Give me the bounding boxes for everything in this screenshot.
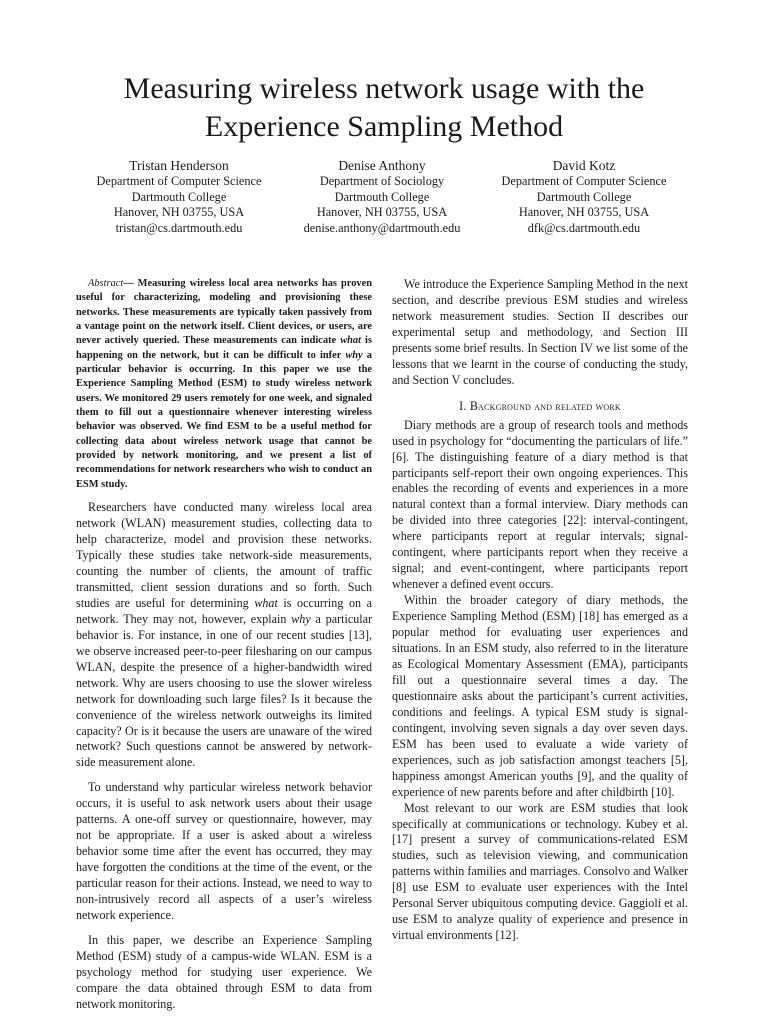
author-institution: Dartmouth College [536, 189, 632, 204]
author-address: Hanover, NH 03755, USA [113, 205, 245, 219]
intro-p1-emphasis-what: what [254, 595, 278, 610]
author-2 [267, 157, 497, 236]
author-address: Hanover, NH 03755, USA [316, 205, 448, 219]
author-email: denise.anthony@dartmouth.edu [303, 220, 461, 235]
author-dept: Department of Computer Science [501, 174, 667, 188]
intro-p1-text-1: Researchers have conducted many wireless local area network (WLAN) measurement studies, collecting data to help characterize, model and provision these networks. Typically these studies take network-side measurements, counting the number of clients, the amount of traffic transmitted, client session durations and so forth. Such studies are useful for determining [76, 500, 372, 610]
background-paragraph-1: Diary methods are a group of research tools and methods used in psychology for “documenting the particulars of life.” [6]. The distinguishing feature of a diary method is that participants self-report their own ongoing experiences. This enables the recording of events and experiences in a more natural context than a formal interview. Diary methods can be divided into three categories [22]: interval-contingent, where participants report at regular intervals; signal-contingent, where participants report when they receive a signal; and event-contingent, where participants report whenever a defined event occurs. [392, 417, 688, 592]
author-name: David Kotz [552, 158, 616, 173]
author-dept: Department of Computer Science [96, 174, 262, 188]
title-line-1: Measuring wireless network usage with the [123, 72, 645, 105]
background-paragraph-3: Most relevant to our work are ESM studies that look specifically at communications or technology. Kubey et al. [17] present a survey of communications-related ESM studies, such as television viewing, and communication patterns within families and marriages. Consolvo and Walker [8] use ESM to evaluate user experiences with the Intel Personal Server ubiquitous computing device. Gaggioli et al. use ESM to analyze quality of experience and presence in virtual environments [12]. [392, 800, 688, 943]
author-institution: Dartmouth College [334, 189, 430, 204]
abstract-text-1: Measuring wireless local area networks has proven useful for characterizing, modeling and provisioning these networks. These measurements are typically taken passively from a vantage point on the network itself. Client devices, or users, are never actively queried. These measurements can indicate [76, 278, 372, 347]
author-3 [469, 157, 699, 236]
section-heading [392, 398, 688, 414]
intro-paragraph-1 [76, 500, 372, 771]
background-paragraph-2: Within the broader category of diary methods, the Experience Sampling Method (ESM) [18] has emerged as a popular method for evaluating user experiences and situations. In an ESM study, also referred to in the literature as Ecological Momentary Assessment (EMA), participants fill out a questionnaire several times a day. The questionnaire asks about the participant’s current activities, conditions and feelings. A typical ESM study is signal-contingent, involving seven signals a day over seven days. ESM has been used to evaluate a wide variety of experiences, such as job satisfaction amongst teachers [5], happiness amongst American youths [9], and the quality of experience of new parents before and after childbirth [10]. [392, 593, 688, 799]
title-line-2: Experience Sampling Method [204, 110, 564, 143]
author-1 [64, 157, 294, 236]
author-institution: Dartmouth College [131, 189, 227, 204]
intro-p1-text-3: a particular behavior is. For instance, in one of our recent studies [13], we observe increased peer-to-peer filesharing on our campus WLAN, despite the presence of a higher-bandwidth wired network. Why are users choosing to use the slower wireless network for downloading such large files? Is it because the convenience of the wireless network outweighs its limited capacity? Or is it because the users are unaware of the wired network? Such questions cannot be answered by network-side measurement alone. [76, 611, 373, 770]
intro-paragraph-2: To understand why particular wireless network behavior occurs, it is useful to ask network users about their usage patterns. A one-off survey or questionnaire, however, may not be appropriate. If a user is asked about a wireless behavior some time after the event has occurred, they may have forgotten the conditions at the time of the event, or the particular reason for their actions. Instead, we need to way to non-intrusively record all aspects of a user’s wireless network experience. [76, 780, 372, 922]
author-email: tristan@cs.dartmouth.edu [115, 220, 243, 235]
left-column [76, 277, 372, 1022]
abstract-text-2: is happening on the network, but it can be difficult to infer [76, 335, 372, 361]
paper-title [0, 70, 768, 146]
author-name: Tristan Henderson [129, 158, 229, 173]
abstract [76, 277, 372, 492]
intro-paragraph-4: We introduce the Experience Sampling Method in the next section, and describe previous ESM studies and wireless network measurement studies. Section II describes our experimental setup and methodology, and Section III presents some brief results. In Section IV we list some of the lessons that we learnt in the course of conducting the study, and Section V concludes. [392, 277, 688, 387]
section-number: I. [459, 398, 470, 413]
abstract-dash: — [123, 278, 138, 289]
intro-p1-emphasis-why: why [291, 611, 311, 626]
author-email: dfk@cs.dartmouth.edu [527, 220, 641, 235]
abstract-label: Abstract [88, 278, 124, 289]
intro-paragraph-3: In this paper, we describe an Experience Sampling Method (ESM) study of a campus-wide WLAN. ESM is a psychology method for studying user experience. We compare the data obtained through ESM to data from network monitoring. [76, 932, 372, 1011]
author-name: Denise Anthony [338, 158, 426, 173]
author-address: Hanover, NH 03755, USA [518, 205, 650, 219]
author-block [0, 157, 768, 243]
abstract-emphasis-why: why [345, 349, 363, 361]
author-dept: Department of Sociology [319, 174, 445, 188]
section-title: Background and related work [469, 398, 621, 413]
abstract-text-3: a particular behavior is occurring. In this paper we use the Experience Sampling Method (ESM) to study wireless network users. We monitored 29 users remotely for one week, and signaled them to fill out a questionnaire whenever interesting wireless behavior was observed. We find ESM to be a useful method for collecting data about wireless network usage that cannot be provided by network monitoring, and we present a list of recommendations for network researchers who wish to conduct an ESM study. [76, 349, 372, 490]
abstract-emphasis-what: what [340, 335, 361, 347]
intro-p1-text-2: is occurring on a network. They may not, however, explain [76, 595, 372, 626]
right-column [392, 277, 688, 944]
